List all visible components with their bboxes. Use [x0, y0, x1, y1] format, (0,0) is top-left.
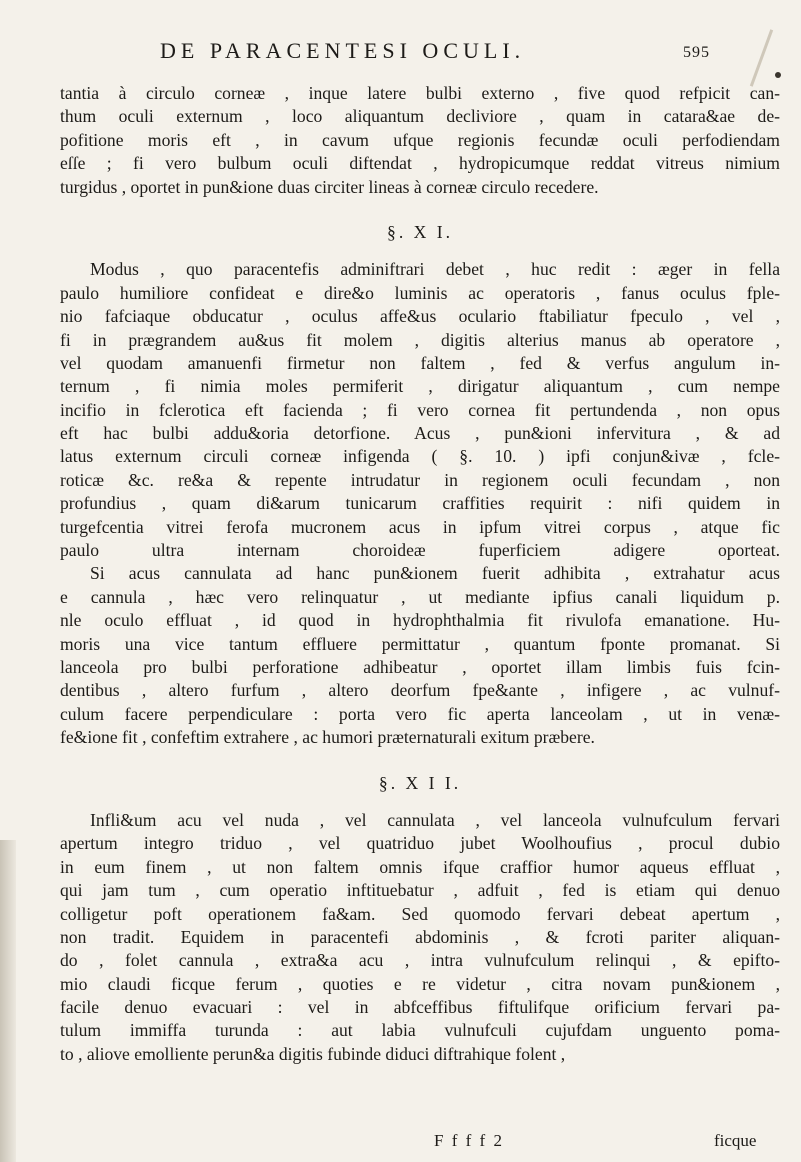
text-line: thum oculi externum , loco aliquantum decliviore , quam in catara&ae de-: [60, 106, 780, 127]
text-line: non tradit. Equidem in paracentefi abdominis , & fcroti pariter aliquan-: [60, 926, 780, 947]
text-line: turgefcentia vitrei ferofa mucronem acus in ipfum vitrei corpus , atque fic: [60, 516, 780, 537]
text-line: vel quodam amanuenfi firmetur non faltem , fed & verfus angulum in-: [60, 352, 780, 373]
text-line: Infli&um acu vel nuda , vel cannulata , vel lanceola vulnufculum fervari: [90, 809, 780, 830]
section-heading-xi: §. X I.: [387, 221, 453, 242]
text-line: roticæ &c. re&a & repente intrudatur in regionem oculi fecundam , non: [60, 469, 780, 490]
text-line: ternum , fi nimia moles permiferit , dirigatur aliquantum , cum nempe: [60, 376, 780, 397]
text-line: colligetur poft operationem fa&am. Sed quomodo fervari debeat apertum ,: [60, 903, 780, 924]
ink-spot: [775, 72, 781, 78]
text-line: culum facere perpendiculare : porta vero fic aperta lanceolam , ut in venæ-: [60, 703, 780, 724]
text-line: e cannula , hæc vero relinquatur , ut mediante ipfius canali liquidum p.: [60, 586, 780, 607]
main-text: [60, 82, 780, 1066]
catchword: ficque: [714, 1131, 757, 1150]
text-line: fi in prægrandem au&us fit molem , digitis alterius manus ab operatore ,: [60, 329, 780, 350]
text-line: turgidus , oportet in pun&ione duas circiter lineas à corneæ circulo recedere.: [60, 176, 599, 197]
text-line: tulum immiffa turunda : aut labia vulnufculi cujufdam unguento poma-: [60, 1020, 780, 1041]
paragraph-2: [60, 258, 780, 749]
running-title: DE PARACENTESI OCULI.: [160, 38, 526, 63]
section-heading-xii: §. X I I.: [378, 772, 462, 793]
text-line: profundius , quam di&arum tunicarum craffities requirit : nifi quidem in: [60, 493, 780, 514]
text-line: eft hac bulbi addu&oria detorfione. Acus , pun&ioni infervitura , & ad: [60, 423, 780, 444]
text-line: paulo ultra internam choroideæ fuperficiem adigere oporteat.: [60, 540, 780, 561]
text-line: facile denuo evacuari : vel in abfceffibus fiftulifque orificium fervari pa-: [60, 997, 780, 1018]
text-line: Modus , quo paracentefis adminiftrari debet , huc redit : æger in fella: [90, 259, 780, 280]
text-line: latus externum circuli corneæ infigenda ( §. 10. ) ipfi conjun&ivæ , fcle-: [60, 446, 780, 467]
text-line: pofitione moris eft , in cavum ufque regionis fecundæ oculi perfodiendam: [60, 129, 780, 150]
text-line: apertum integro triduo , vel quatriduo jubet Woolhoufius , procul dubio: [60, 833, 780, 854]
text-line: Si acus cannulata ad hanc pun&ionem fuerit adhibita , extrahatur acus: [90, 563, 780, 584]
text-line: fe&ione fit , confeftim extrahere , ac humori præternaturali exitum præbere.: [60, 727, 595, 748]
text-line: to , aliove emolliente perun&a digitis fubinde diduci diftrahique folent ,: [60, 1043, 566, 1064]
text-line: paulo humiliore confideat e dire&o luminis ac operatoris , fanus oculus fple-: [60, 282, 780, 303]
text-line: tantia à circulo corneæ , inque latere bulbi externo , five quod refpicit can-: [60, 83, 780, 103]
text-line: incifio in fclerotica eft facienda ; fi vero cornea fit pertundenda , non opus: [60, 399, 780, 420]
text-line: qui jam tum , cum operatio inftituebatur , adfuit , fed is etiam qui denuo: [60, 880, 780, 901]
text-line: nio fafciaque obducatur , oculus affe&us oculario ftabiliatur fpeculo , vel ,: [60, 306, 780, 327]
text-line: nle oculo effluat , id quod in hydrophthalmia fit rivulofa emanatione. Hu-: [60, 610, 780, 631]
text-line: mio claudi ficque ferum , quoties e re videtur , citra novam pun&ionem ,: [60, 973, 780, 994]
text-line: dentibus , altero furfum , altero deorfum fpe&ante , infigere , ac vulnuf-: [60, 680, 780, 701]
paragraph-1: [60, 82, 780, 199]
text-line: do , folet cannula , extra&a acu , intra vulnufculum relinqui , & epifto-: [60, 950, 780, 971]
paragraph-3: [60, 809, 780, 1066]
signature-mark: F f f f 2: [434, 1131, 504, 1150]
text-line: in eum finem , ut non faltem omnis ifque craffior humor aqueus effluat ,: [60, 856, 780, 877]
page-number: 595: [683, 44, 710, 61]
text-line: lanceola pro bulbi perforatione adhibeatur , oportet illam limbis fuis fcin-: [60, 656, 780, 677]
paper-fold-mark: [750, 29, 773, 86]
text-line: moris una vice tantum effluere permittatur , quantum fponte promanat. Si: [60, 633, 780, 654]
text-line: eſſe ; fi vero bulbum oculi diftendat , hydropicumque reddat vitreus nimium: [60, 153, 780, 174]
book-gutter-shadow: [0, 840, 16, 1162]
running-header: [160, 38, 720, 64]
